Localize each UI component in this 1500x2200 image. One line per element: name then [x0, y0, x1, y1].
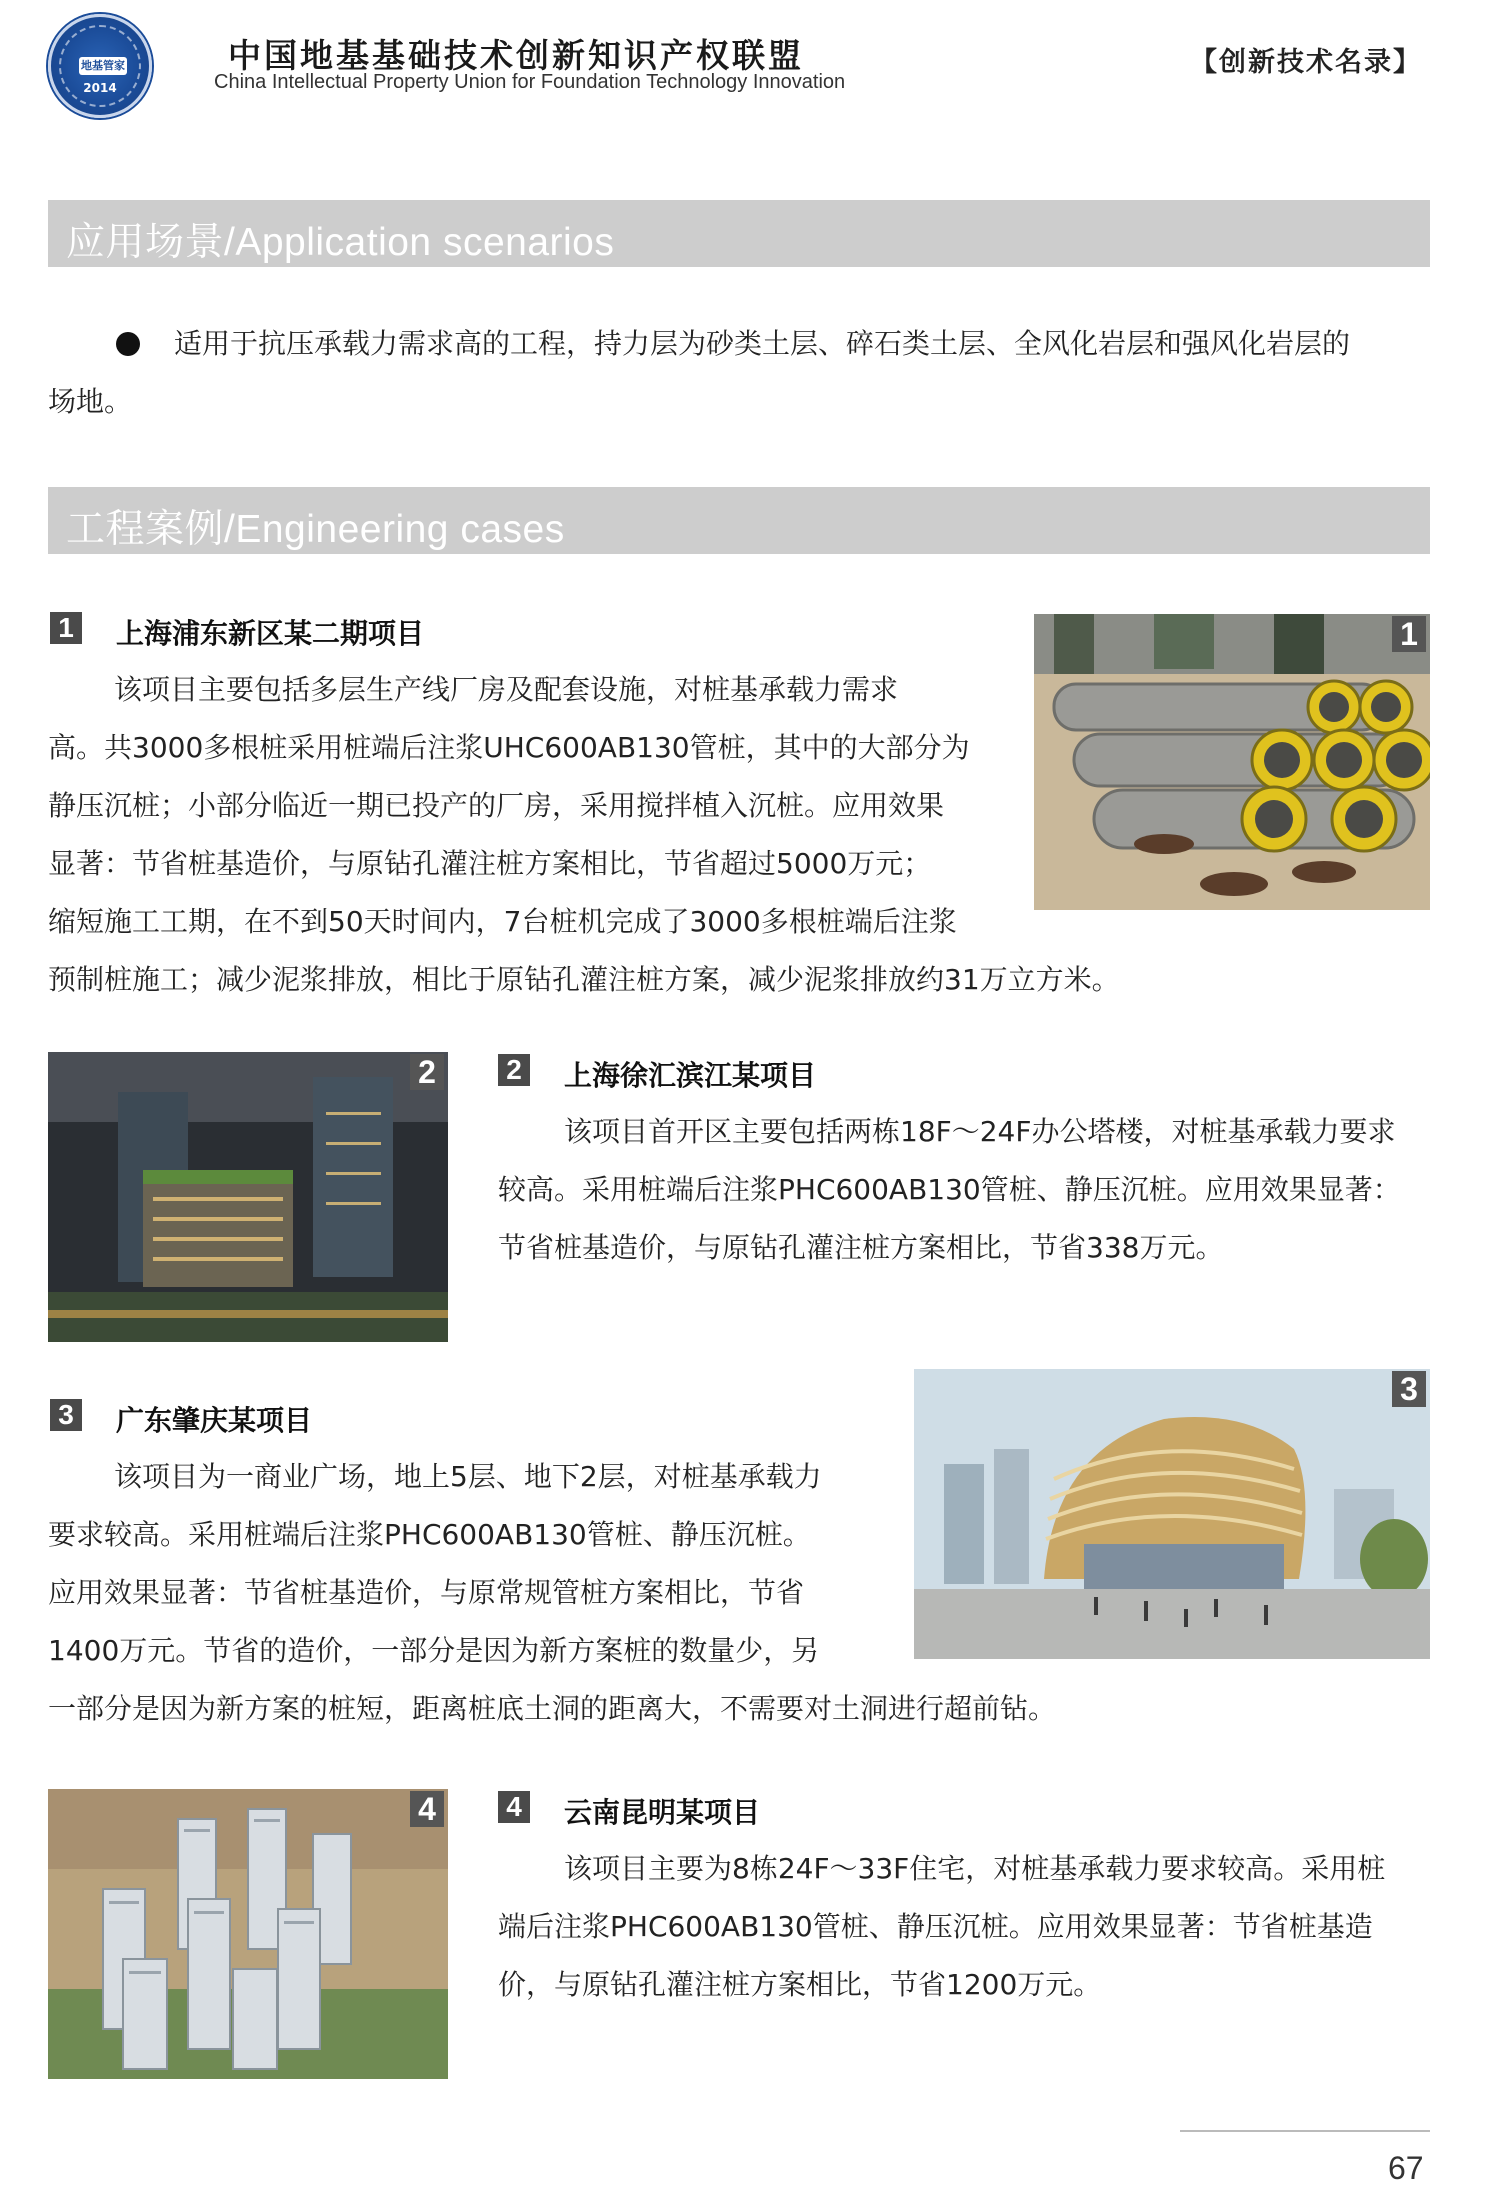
case1-photo-pipe-piles: [1034, 614, 1430, 910]
application-heading: 应用场景/Application scenarios: [66, 221, 615, 264]
case4-text-line: 该项目主要为8栋24F～33F住宅，对桩基承载力要求较高。采用桩: [564, 1852, 1386, 1885]
footer-divider: [1180, 2130, 1430, 2132]
case3-text-line: 该项目为一商业广场，地上5层、地下2层，对桩基承载力: [114, 1460, 822, 1493]
office-towers-illustration: [48, 1052, 448, 1342]
case4-photo-number: 4: [410, 1791, 444, 1827]
case4-photo-residential-towers: [48, 1789, 448, 2079]
header-tag: 【创新技术名录】: [1190, 47, 1422, 78]
case4-text-line: 端后注浆PHC600AB130管桩、静压沉桩。应用效果显著：节省桩基造: [498, 1910, 1373, 1943]
case1-text-line: 显著：节省桩基造价，与原钻孔灌注桩方案相比，节省超过5000万元；: [48, 847, 932, 880]
application-text-line1: 适用于抗压承载力需求高的工程，持力层为砂类土层、碎石类土层、全风化岩层和强风化岩层的: [174, 327, 1351, 360]
case2-photo-office-towers: [48, 1052, 448, 1342]
case1-text-line: 静压沉桩；小部分临近一期已投产的厂房，采用搅拌植入沉桩。应用效果: [48, 789, 945, 822]
application-section-bar: [48, 200, 1430, 267]
case2-text-line: 节省桩基造价，与原钻孔灌注桩方案相比，节省338万元。: [498, 1231, 1224, 1264]
application-text-line2: 场地。: [48, 385, 133, 418]
header-title-cn: 中国地基基础技术创新知识产权联盟: [228, 36, 804, 75]
case1-title: 上海浦东新区某二期项目: [116, 617, 425, 650]
cases-heading: 工程案例/Engineering cases: [66, 508, 565, 551]
case4-number-icon: 4: [498, 1791, 530, 1823]
case3-photo-number: 3: [1392, 1371, 1426, 1407]
bullet-icon: [116, 332, 140, 356]
case1-text-line: 该项目主要包括多层生产线厂房及配套设施，对桩基承载力需求: [114, 673, 899, 706]
case1-text-line: 缩短施工工期，在不到50天时间内，7台桩机完成了3000多根桩端后注浆: [48, 905, 957, 938]
commercial-plaza-illustration: [914, 1369, 1430, 1659]
case4-title: 云南昆明某项目: [564, 1796, 761, 1829]
case2-number-icon: 2: [498, 1054, 530, 1086]
logo-badge: 地基管家: [79, 57, 127, 75]
case3-photo-commercial-plaza: [914, 1369, 1430, 1659]
pipe-piles-illustration: [1034, 614, 1430, 910]
case1-text-line: 预制桩施工；减少泥浆排放，相比于原钻孔灌注桩方案，减少泥浆排放约31万立方米。: [48, 963, 1120, 996]
case1-photo-number: 1: [1392, 616, 1426, 652]
case2-title: 上海徐汇滨江某项目: [564, 1059, 817, 1092]
case3-number-icon: 3: [50, 1399, 82, 1431]
case1-number-icon: 1: [50, 612, 82, 644]
case3-title: 广东肇庆某项目: [116, 1404, 313, 1437]
logo-year: 2014: [83, 81, 117, 95]
case3-text-line: 一部分是因为新方案的桩短，距离桩底土洞的距离大，不需要对土洞进行超前钻。: [48, 1692, 1057, 1725]
union-logo: [48, 14, 152, 118]
case3-text-line: 1400万元。节省的造价，一部分是因为新方案桩的数量少，另: [48, 1634, 820, 1667]
header-title-en: China Intellectual Property Union for Foundation Technology Innovation: [214, 71, 846, 93]
case2-text-line: 该项目首开区主要包括两栋18F～24F办公塔楼，对桩基承载力要求: [564, 1115, 1396, 1148]
case3-text-line: 要求较高。采用桩端后注浆PHC600AB130管桩、静压沉桩。: [48, 1518, 811, 1551]
residential-towers-illustration: [48, 1789, 448, 2079]
case3-text-line: 应用效果显著：节省桩基造价，与原常规管桩方案相比，节省: [48, 1576, 805, 1609]
cases-section-bar: [48, 487, 1430, 554]
page-number: 67: [1388, 2150, 1424, 2186]
case1-text-line: 高。共3000多根桩采用桩端后注浆UHC600AB130管桩，其中的大部分为: [48, 731, 970, 764]
case4-text-line: 价，与原钻孔灌注桩方案相比，节省1200万元。: [498, 1968, 1102, 2001]
case2-photo-number: 2: [410, 1054, 444, 1090]
case2-text-line: 较高。采用桩端后注浆PHC600AB130管桩、静压沉桩。应用效果显著：: [498, 1173, 1401, 1206]
